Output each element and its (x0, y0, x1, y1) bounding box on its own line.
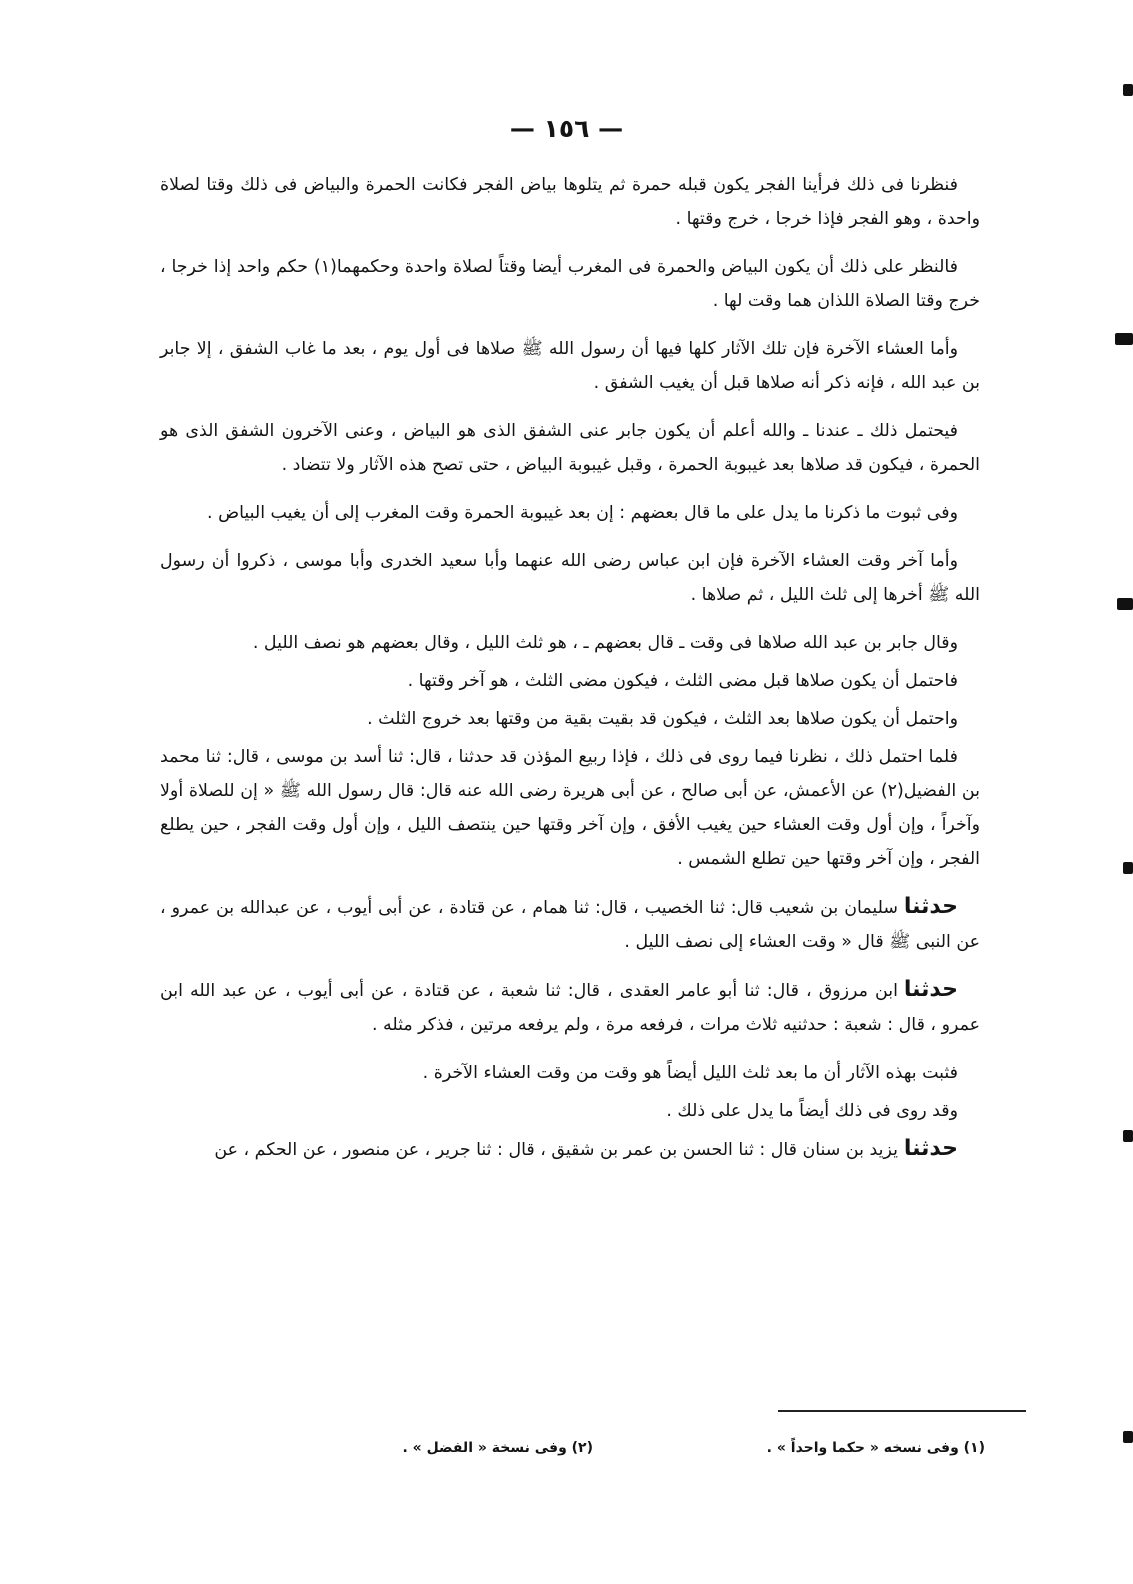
hadith-lead: حدثنا (903, 894, 958, 919)
hadith-lead: حدثنا (903, 1136, 958, 1161)
paragraph (160, 250, 980, 318)
paragraph (160, 740, 980, 876)
margin-mark (1123, 862, 1133, 874)
paragraph (160, 544, 980, 612)
paragraph-text: فثبت بهذه الآثار أن ما بعد ثلث الليل أيضاً هو وقت من وقت العشاء الآخرة . (422, 1063, 958, 1083)
footnote-2: (٢) وفى نسخة « الفضل » . (402, 1440, 593, 1456)
hadith-lead: حدثنا (903, 977, 958, 1002)
paragraph (160, 168, 980, 236)
footnote-1: (١) وفى نسخه « حكما واحداً » . (766, 1440, 985, 1456)
paragraph (160, 496, 980, 530)
paragraph (160, 973, 980, 1042)
paragraph (160, 1132, 980, 1167)
page-number: — ١٥٦ — (509, 114, 624, 143)
paragraph-text: وقال جابر بن عبد الله صلاها فى وقت ـ قال بعضهم ـ ، هو ثلث الليل ، وقال بعضهم هو نصف الليل . (252, 633, 958, 653)
footnote-rule (778, 1410, 1026, 1412)
margin-mark (1123, 84, 1133, 96)
margin-mark (1123, 1431, 1133, 1443)
body-text (160, 168, 980, 1181)
paragraph (160, 702, 980, 736)
paragraph-text: فيحتمل ذلك ـ عندنا ـ والله أعلم أن يكون جابر عنى الشفق الذى هو البياض ، وعنى الآخرون الشفق الذى هو الحمرة ، فيكون قد صلاها بعد غيبوبة الحمرة ، وقبل غيبوبة البياض ، حتى تصح هذه الآثار ولا تتضاد . (160, 421, 980, 475)
paragraph (160, 1094, 980, 1128)
paragraph-text: وأما آخر وقت العشاء الآخرة فإن ابن عباس رضى الله عنهما وأبا سعيد الخدرى وأبا موسى ، ذكروا أن رسول الله ﷺ أخرها إلى ثلث الليل ، ثم صلاها . (160, 551, 980, 605)
paragraph (160, 664, 980, 698)
paragraph-text: واحتمل أن يكون صلاها بعد الثلث ، فيكون قد بقيت بقية من وقتها بعد خروج الثلث . (367, 709, 958, 729)
paragraph-text: يزيد بن سنان قال : ثنا الحسن بن عمر بن شقيق ، قال : ثنا جرير ، عن منصور ، عن الحكم ، عن (214, 1140, 898, 1160)
paragraph-text: ابن مرزوق ، قال: ثنا أبو عامر العقدى ، قال: ثنا شعبة ، عن قتادة ، عن أبى أيوب ، عن عبد الله ابن عمرو ، قال : شعبة : حدثنيه ثلاث مرات ، فرفعه مرة ، ولم يرفعه مرتين ، فذكر مثله . (160, 981, 980, 1035)
margin-mark (1117, 598, 1133, 610)
paragraph (160, 1056, 980, 1090)
paragraph (160, 890, 980, 959)
paragraph-text: فاحتمل أن يكون صلاها قبل مضى الثلث ، فيكون مضى الثلث ، هو آخر وقتها . (407, 671, 958, 691)
paragraph-text: فنظرنا فى ذلك فرأينا الفجر يكون قبله حمرة ثم يتلوها بياض الفجر فكانت الحمرة والبياض فى ذلك وقتا لصلاة واحدة ، وهو الفجر فإذا خرجا ، خرج وقتها . (160, 175, 980, 229)
paragraph-text: سليمان بن شعيب قال: ثنا الخصيب ، قال: ثنا همام ، عن قتادة ، عن أبى أيوب ، عن عبدالله بن عمرو ، عن النبى ﷺ قال « وقت العشاء إلى نصف الليل . (160, 898, 980, 952)
paragraph-text: وقد روى فى ذلك أيضاً ما يدل على ذلك . (666, 1101, 958, 1121)
paragraph-text: فلما احتمل ذلك ، نظرنا فيما روى فى ذلك ، فإذا ربيع المؤذن قد حدثنا ، قال: ثنا أسد بن موسى ، قال: ثنا محمد بن الفضيل(٢) عن الأعمش، عن أبى صالح ، عن أبى هريرة رضى الله عنه قال: قال رسول الله ﷺ « إن للصلاة أولا وآخراً ، وإن أول وقت العشاء حين يغيب الأفق ، وإن آخر وقتها حين ينتصف الليل ، وإن أول وقت الفجر ، حين يطلع الفجر ، وإن آخر وقتها حين تطلع الشمس . (160, 747, 980, 869)
paragraph-text: وأما العشاء الآخرة فإن تلك الآثار كلها فيها أن رسول الله ﷺ صلاها فى أول يوم ، بعد ما غاب الشفق ، إلا جابر بن عبد الله ، فإنه ذكر أنه صلاها قبل أن يغيب الشفق . (160, 339, 980, 393)
paragraph (160, 332, 980, 400)
margin-mark (1115, 333, 1133, 345)
paragraph (160, 626, 980, 660)
margin-mark (1123, 1130, 1133, 1142)
paragraph-text: فالنظر على ذلك أن يكون البياض والحمرة فى المغرب أيضا وقتاً لصلاة واحدة وحكمهما(١) حكم واحد إذا خرجا ، خرج وقتا الصلاة اللذان هما وقت لها . (160, 257, 980, 311)
paragraph (160, 414, 980, 482)
paragraph-text: وفى ثبوت ما ذكرنا ما يدل على ما قال بعضهم : إن بعد غيبوبة الحمرة وقت المغرب إلى أن يغيب البياض . (207, 503, 958, 523)
